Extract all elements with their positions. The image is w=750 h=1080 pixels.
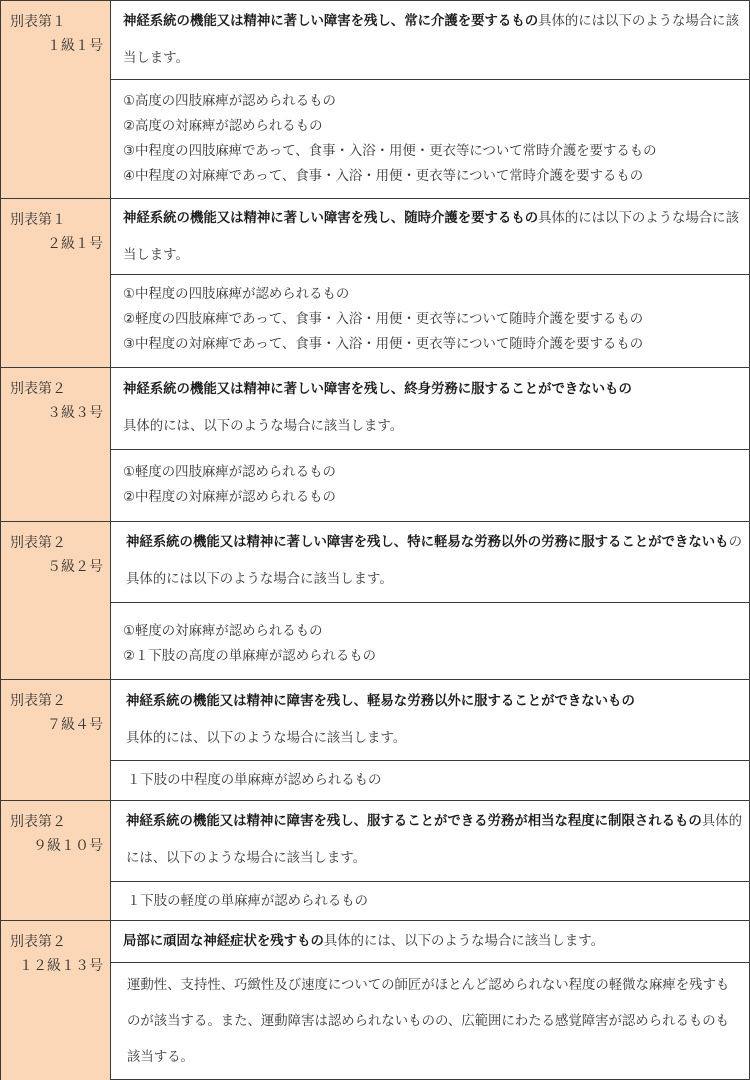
grade-title-note: 具体的には、以下のような場合に該当します。 [323, 934, 604, 949]
grade-title-main: 神経系統の機能又は精神に障害を残し、服することができる労務が相当な程度に制限されるもの [126, 814, 702, 829]
grade-title [123, 200, 745, 274]
grade-title [123, 371, 745, 445]
grade-title [126, 803, 745, 877]
grade-criteria-block [111, 963, 749, 1080]
grade-criteria-block [111, 882, 749, 921]
grade-label-cell [1, 801, 111, 921]
criteria-item: ②１下肢の高度の単麻痺が認められるもの [123, 649, 377, 664]
grade-title [126, 524, 745, 598]
grade-label-cell [1, 921, 111, 1080]
grade-number-label: ７級４号 [47, 717, 103, 733]
grade-criteria-list [123, 282, 745, 357]
criteria-item: ②軽度の四肢麻痺であって、食事・入浴・用便・更衣等について随時介護を要するもの [123, 312, 644, 327]
criteria-item: ②高度の対麻痺が認められるもの [123, 119, 323, 134]
grade-row-2-5 [1, 521, 749, 680]
grade-row-2-9 [1, 800, 749, 921]
grade-title-note: 具体的には以下のような場合に該当します。 [123, 14, 739, 66]
criteria-item: ④中程度の対麻痺であって、食事・入浴・用便・更衣等について常時介護を要するもの [123, 169, 644, 184]
grade-criteria-list [127, 768, 745, 793]
grade-title-note: 具体的には、以下のような場合に該当します。 [126, 731, 407, 746]
grade-row-1-2 [1, 198, 749, 368]
grade-content-cell [111, 921, 749, 1080]
grade-content-cell [111, 199, 749, 368]
grade-criteria-block [111, 275, 749, 368]
grade-content-cell [111, 801, 749, 921]
grade-table-label: 別表第２ [10, 814, 66, 830]
grade-title-note: 具体的には以下のような場合に該当します。 [123, 211, 739, 263]
grade-criteria-block [111, 450, 749, 522]
criteria-item: ①高度の四肢麻痺が認められるもの [123, 94, 336, 109]
grade-title-main: 神経系統の機能又は精神に障害を残し、軽易な労務以外に服することができないもの [126, 694, 635, 709]
grade-row-1-1 [1, 1, 749, 198]
grade-title-block [111, 522, 749, 603]
grade-title [123, 3, 745, 77]
grade-description: 運動性、支持性、巧緻性及び速度についての師匠がほとんど認められない程度の軽微な麻痺を残すものが該当する。また、運動障害は認められないものの、広範囲にわたる感覚障害が認められるものも該当する。 [127, 978, 730, 1065]
grade-title-note: の具体的には以下のような場合に該当します。 [126, 535, 742, 587]
criteria-item: １下肢の軽度の単麻痺が認められるもの [127, 894, 369, 909]
grade-number-label: ５級２号 [47, 559, 103, 575]
grade-number-label: ２級１号 [47, 236, 103, 252]
grade-criteria-list [123, 619, 745, 669]
grade-row-2-12 [1, 920, 749, 1080]
grade-table-label: 別表第１ [10, 212, 66, 228]
grade-table-label: 別表第２ [10, 693, 66, 709]
grade-criteria-list [123, 460, 745, 510]
grade-criteria-block [111, 603, 749, 680]
grade-title-block [111, 368, 749, 450]
grade-title-note: 具体的には、以下のような場合に該当します。 [126, 814, 742, 866]
grade-label-cell [1, 368, 111, 522]
grade-table-label: 別表第２ [10, 381, 66, 397]
grade-row-2-7 [1, 679, 749, 801]
grade-criteria-block [111, 80, 749, 198]
grade-title-block [111, 801, 749, 882]
criteria-item: ③中程度の四肢麻痺であって、食事・入浴・用便・更衣等について常時介護を要するもの [123, 144, 657, 159]
grade-criteria-list [123, 89, 745, 189]
grade-criteria-list [127, 889, 745, 914]
grade-table-label: 別表第１ [10, 14, 66, 30]
grade-number-label: １２級１３号 [19, 958, 103, 974]
grade-label-cell [1, 1, 111, 198]
criteria-item: ①軽度の対麻痺が認められるもの [123, 624, 323, 639]
grade-title-main: 神経系統の機能又は精神に著しい障害を残し、常に介護を要するもの [123, 14, 539, 29]
grade-number-label: ９級１０号 [33, 838, 103, 854]
grade-content-cell [111, 680, 749, 801]
grade-title-block [111, 921, 749, 963]
grade-title [126, 683, 745, 757]
criteria-item: １下肢の中程度の単麻痺が認められるもの [127, 773, 382, 788]
grade-title-block [111, 1, 749, 80]
grade-table-label: 別表第２ [10, 535, 66, 551]
grade-title-main: 神経系統の機能又は精神に著しい障害を残し、特に軽易な労務以外の労務に服することができないも [126, 535, 729, 550]
grade-title-main: 局部に頑固な神経症状を残すもの [123, 934, 324, 949]
grade-content-cell [111, 522, 749, 680]
grade-number-label: ３級３号 [47, 405, 103, 421]
criteria-item: ①中程度の四肢麻痺が認められるもの [123, 287, 350, 302]
grade-title-main: 神経系統の機能又は精神に著しい障害を残し、随時介護を要するもの [123, 211, 539, 226]
criteria-item: ②中程度の対麻痺が認められるもの [123, 490, 336, 505]
grade-title-main: 神経系統の機能又は精神に著しい障害を残し、終身労務に服することができないもの [123, 382, 632, 397]
criteria-item: ①軽度の四肢麻痺が認められるもの [123, 465, 336, 480]
grade-number-label: １級１号 [47, 38, 103, 54]
grade-table-label: 別表第２ [10, 934, 66, 950]
grade-title-block [111, 199, 749, 275]
grade-title-block [111, 680, 749, 761]
grade-label-cell [1, 522, 111, 680]
grade-label-cell [1, 199, 111, 368]
grade-row-2-3 [1, 367, 749, 522]
grade-title [123, 923, 745, 960]
grade-label-cell [1, 680, 111, 801]
grade-content-cell [111, 1, 749, 198]
grade-title-note: 具体的には、以下のような場合に該当します。 [123, 419, 404, 434]
grade-criteria-block [111, 761, 749, 801]
criteria-item: ③中程度の対麻痺であって、食事・入浴・用便・更衣等について随時介護を要するもの [123, 337, 644, 352]
grade-content-cell [111, 368, 749, 522]
